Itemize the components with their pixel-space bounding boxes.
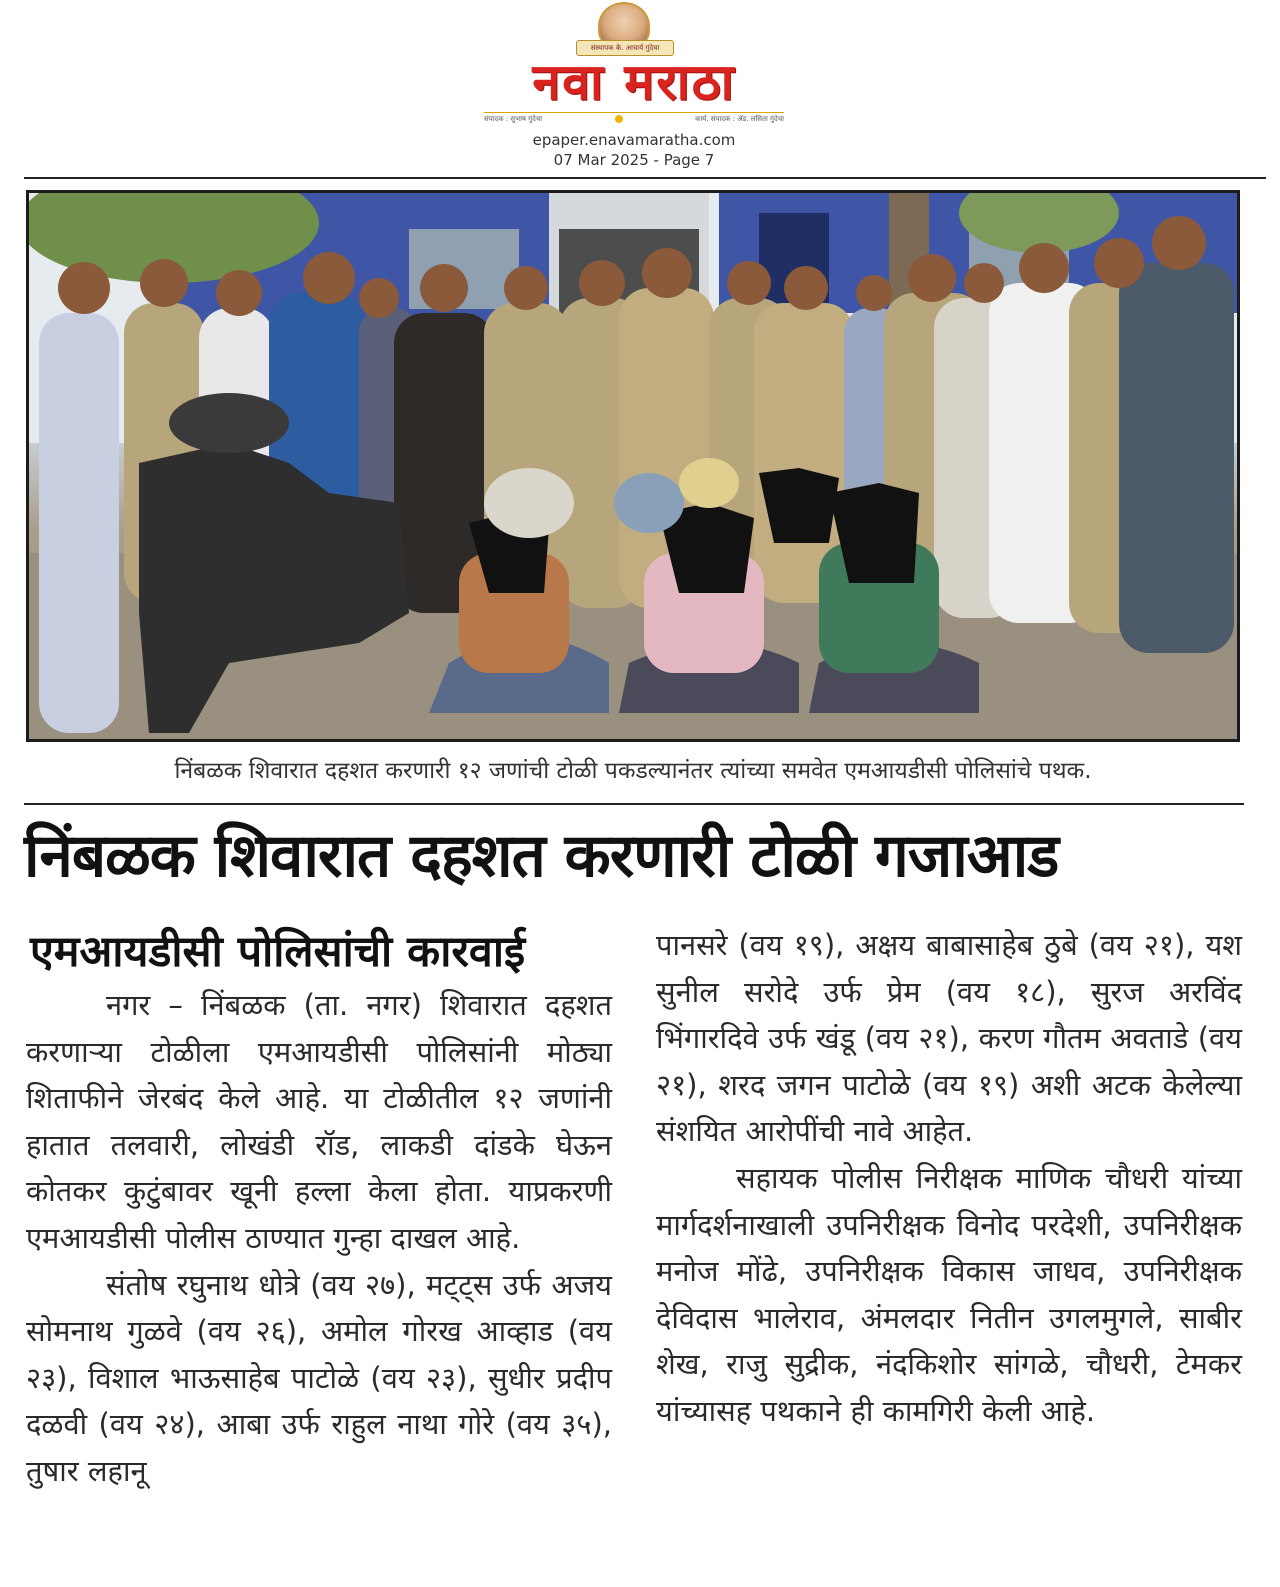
masthead-divider (24, 177, 1266, 179)
headline-divider (24, 803, 1244, 805)
executive-editor-line: कार्य. संपादक : ॲड. लसिता गुंदेचा (695, 115, 784, 123)
article-subhead: एमआयडीसी पोलिसांची कारवाई (30, 927, 526, 977)
masthead (0, 0, 1280, 178)
newspaper-logo[interactable] (484, 0, 784, 128)
article-headline: निंबळक शिवारात दहशत करणारी टोळी गजाआड (24, 821, 1059, 891)
article-column-left (26, 982, 612, 1495)
editor-line: संपादक : सुभाष गुंदेचा (484, 115, 543, 123)
article-column-right (656, 922, 1242, 1435)
photo-illustration (29, 193, 1237, 739)
news-photo (26, 190, 1240, 742)
logo-subline (484, 112, 784, 125)
article-paragraph: सहायक पोलीस निरीक्षक माणिक चौधरी यांच्या मार्गदर्शनाखाली उपनिरीक्षक विनोद परदेशी, उपनिरीक्षक मनोज मोंढे, उपनिरीक्षक विकास जाधव, उपनिरीक्षक देविदास भालेराव, अंमलदार नितीन उगलमुगले, साबीर शेख, राजु सुद्रीक, नंदकिशोर सांगळे, चौधरी, टेमकर यांच्यासह पथकाने ही कामगिरी केली आहे. (656, 1160, 1242, 1428)
article-paragraph: नगर – निंबळक (ता. नगर) शिवारात दहशत करणाऱ्या टोळीला एमआयडीसी पोलिसांनी मोठ्या शिताफीने जेरबंद केले आहे. या टोळीतील १२ जणांनी हातात तलवारी, लोखंडी रॉड, लाकडी दांडके घेऊन कोतकर कुटुंबावर खूनी हल्ला केला होता. याप्रकरणी एमआयडीसी पोलीस ठाण्यात गुन्हा दाखल आहे. (26, 988, 612, 1255)
article-paragraph: संतोष रघुनाथ धोत्रे (वय २७), मट्ट्स उर्फ अजय सोमनाथ गुळवे (वय २६), अमोल गोरख आव्हाड (वय २३), विशाल भाऊसाहेब पाटोळे (वय २३), सुधीर प्रदीप दळवी (वय २४), आबा उर्फ राहुल नाथा गोरे (वय ३५), तुषार लहानू (26, 1267, 612, 1488)
site-url[interactable]: epaper.enavamaratha.com (532, 131, 736, 149)
edition-date: 07 Mar 2025 - Page 7 (553, 151, 715, 169)
article-paragraph: पानसरे (वय १९), अक्षय बाबासाहेब ठुबे (वय २१), यश सुनील सरोदे उर्फ प्रेम (वय १८), सुरज अरविंद भिंगारदिवे उर्फ खंडू (वय २१), करण गौतम अवताडे (वय २१), शरद जगन पाटोळे (वय १९) अशी अटक केलेल्या संशयित आरोपींची नावे आहेत. (656, 928, 1242, 1149)
logo-dot-icon (615, 115, 623, 123)
founder-banner: संस्थापक के. आचार्य गुंदेचा (576, 40, 674, 56)
logo-wordmark: नवा मराठा (532, 53, 736, 111)
photo-caption: निंबळक शिवारात दहशत करणारी १२ जणांची टोळी पकडल्यानंतर त्यांच्या समवेत एमआयडीसी पोलिसांचे पथक. (174, 758, 1092, 784)
